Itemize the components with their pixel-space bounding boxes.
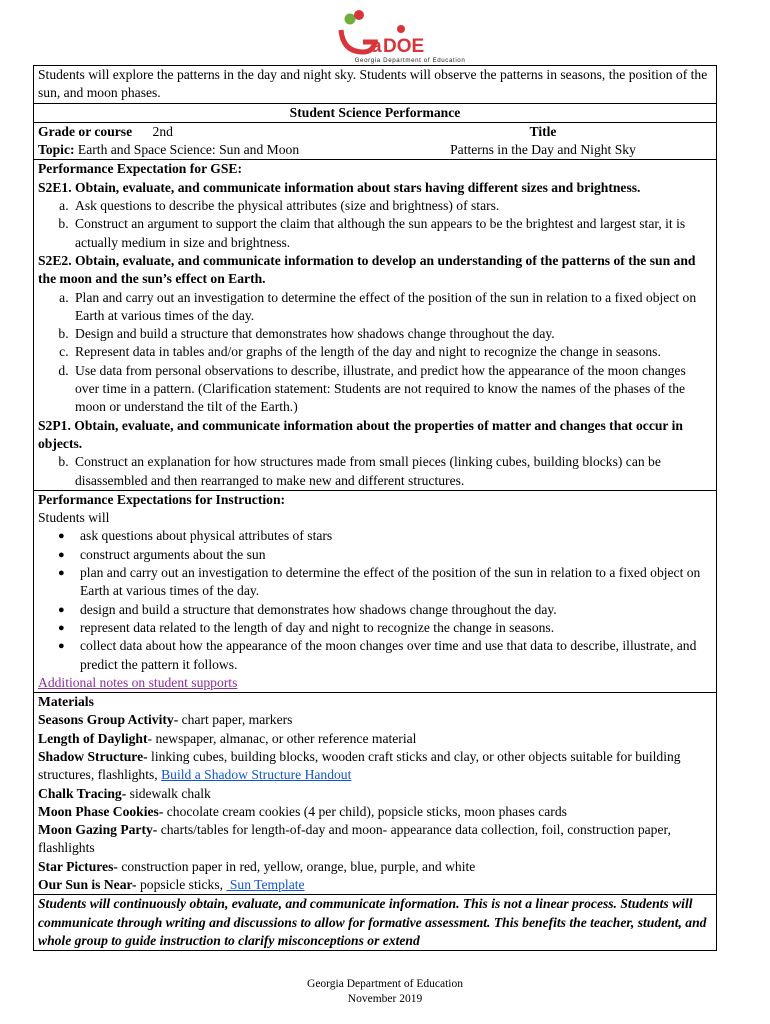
standard-heading-s2e2: S2E2. Obtain, evaluate, and communicate information to develop an understanding of the patterns of the sun and the moon and the sun’s effect on Earth.: [38, 252, 696, 287]
grade-value: 2nd: [152, 123, 173, 139]
materials-star: [38, 858, 712, 876]
intro-cell: [34, 66, 717, 104]
materials-cookies-label: Moon Phase Cookies-: [38, 803, 164, 819]
student-supports-link[interactable]: Additional notes on student supports: [38, 674, 238, 690]
footer-org: Georgia Department of Education: [307, 978, 463, 990]
list-item: ● plan and carry out an investigation to determine the effect of the position of the sun in relation to a fixed object on Earth at various times of the day.: [80, 564, 712, 601]
pe-gse-cell: [34, 160, 717, 490]
footer: [0, 977, 770, 1006]
materials-chalk-label: Chalk Tracing-: [38, 785, 127, 801]
materials-seasons-label: Seasons Group Activity-: [38, 712, 179, 728]
materials-shadow-label: Shadow Structure-: [38, 748, 148, 764]
shadow-handout-link[interactable]: Build a Shadow Structure Handout: [161, 767, 352, 783]
grade-label: Grade or course: [38, 123, 133, 139]
intro-text: Students will explore the patterns in the day and night sky. Students will observe the patterns in seasons, the position of the sun, and moon phases.: [38, 67, 708, 101]
materials-sun-label: Our Sun is Near-: [38, 877, 137, 893]
lesson-table: [33, 65, 717, 951]
footer-date: November 2019: [347, 992, 423, 1005]
ssp-heading: Student Science Performance: [34, 103, 717, 122]
list-item: ● represent data related to the length of day and night to recognize the change in seasons.: [80, 619, 712, 637]
materials-shadow: [38, 748, 712, 785]
materials-seasons: [38, 711, 712, 729]
pe-instruction-heading: Performance Expectations for Instruction:: [38, 491, 286, 507]
logo-subtitle: Georgia Department of Education: [354, 57, 466, 64]
closing-text: Students will continuously obtain, evaluate, and communicate information. This is not a linear process. Students will communicate through writing and discussions to allow for formative assessment. This benefits the teacher, student, and whole group to guide instruction to clarify misconceptions or extend: [38, 896, 707, 948]
list-item: c. Represent data in tables and/or graphs of the length of the day and night to recognize the change in seasons.: [72, 343, 712, 361]
sun-template-link[interactable]: Sun Template: [226, 877, 305, 893]
pe-instruction-lead: Students will: [38, 510, 110, 526]
list-item: a. Plan and carry out an investigation to determine the effect of the position of the sun in relation to a fixed object on Earth at various times of the day.: [72, 289, 712, 326]
title-cell: [370, 122, 717, 160]
topic-label: Topic:: [38, 142, 75, 158]
standard-list-s2e2: [38, 289, 712, 417]
materials-star-text: construction paper in red, yellow, orange, blue, purple, and white: [117, 858, 476, 874]
materials-chalk: [38, 785, 712, 803]
pe-instruction-cell: [34, 490, 717, 692]
pe-instruction-list: [38, 527, 712, 673]
list-item: a. Ask questions to describe the physical attributes (size and brightness) of stars.: [72, 197, 712, 215]
standard-heading-s2e1: S2E1. Obtain, evaluate, and communicate information about stars having different sizes and brightness.: [38, 179, 641, 195]
title-label: Title: [529, 123, 557, 139]
list-item: b. Design and build a structure that demonstrates how shadows change throughout the day.: [72, 325, 712, 343]
standard-list-s2p1: [38, 453, 712, 490]
list-item: ● ask questions about physical attributes of stars: [80, 527, 712, 545]
list-item: d. Use data from personal observations to describe, illustrate, and predict how the appearance of the moon changes over time in a pattern. (Clarification statement: Students are not required to know the names of the phases of the moon or understand the tilt of the Earth.): [72, 362, 712, 417]
list-item: b. Construct an explanation for how structures made from small pieces (linking cubes, building blocks) can be disassembled and then rearranged to make new and different structures.: [72, 453, 712, 490]
pe-gse-heading: Performance Expectation for GSE:: [38, 161, 242, 177]
materials-sun: [38, 876, 712, 894]
materials-sun-text: popsicle sticks,: [136, 877, 227, 893]
materials-heading: Materials: [38, 694, 94, 710]
materials-gazing-text: charts/tables for length-of-day and moon- appearance data collection, foil, construction paper, flashlights: [38, 822, 671, 856]
materials-seasons-text: chart paper, markers: [178, 712, 293, 728]
list-item: b. Construct an argument to support the claim that although the sun appears to be the brightest and largest star, it is actually medium in size and brightness.: [72, 215, 712, 252]
closing-cell: [34, 895, 717, 951]
materials-cookies-text: chocolate cream cookies (4 per child), popsicle sticks, moon phases cards: [163, 803, 567, 819]
materials-cookies: [38, 803, 712, 821]
list-item: ● collect data about how the appearance of the moon changes over time and use that data to describe, illustrate, and predict the pattern it follows.: [80, 637, 712, 674]
materials-gazing-label: Moon Gazing Party-: [38, 822, 158, 838]
grade-topic-cell: [34, 122, 371, 160]
title-value: Patterns in the Day and Night Sky: [450, 142, 636, 158]
standard-heading-s2p1: S2P1. Obtain, evaluate, and communicate information about the properties of matter and changes that occur in objects.: [38, 417, 683, 451]
standard-list-s2e1: [38, 197, 712, 252]
topic-value: Earth and Space Science: Sun and Moon: [77, 142, 300, 158]
svg-text:a: a: [371, 36, 382, 56]
materials-daylight-text: - newspaper, almanac, or other reference material: [147, 730, 417, 746]
materials-gazing: [38, 821, 712, 858]
materials-star-label: Star Pictures-: [38, 858, 118, 874]
list-item: ● design and build a structure that demonstrates how shadows change throughout the day.: [80, 601, 712, 619]
svg-text:DOE: DOE: [383, 36, 425, 56]
gadoe-logo-mark: [333, 8, 443, 56]
materials-daylight-label: Length of Daylight: [38, 730, 148, 746]
materials-cell: [34, 693, 717, 895]
materials-chalk-text: sidewalk chalk: [126, 785, 211, 801]
list-item: ● construct arguments about the sun: [80, 546, 712, 564]
materials-daylight: [38, 730, 712, 748]
materials-shadow-text: linking cubes, building blocks, wooden craft sticks and clay, or other objects suitable for building structures, flashlights,: [38, 748, 681, 783]
